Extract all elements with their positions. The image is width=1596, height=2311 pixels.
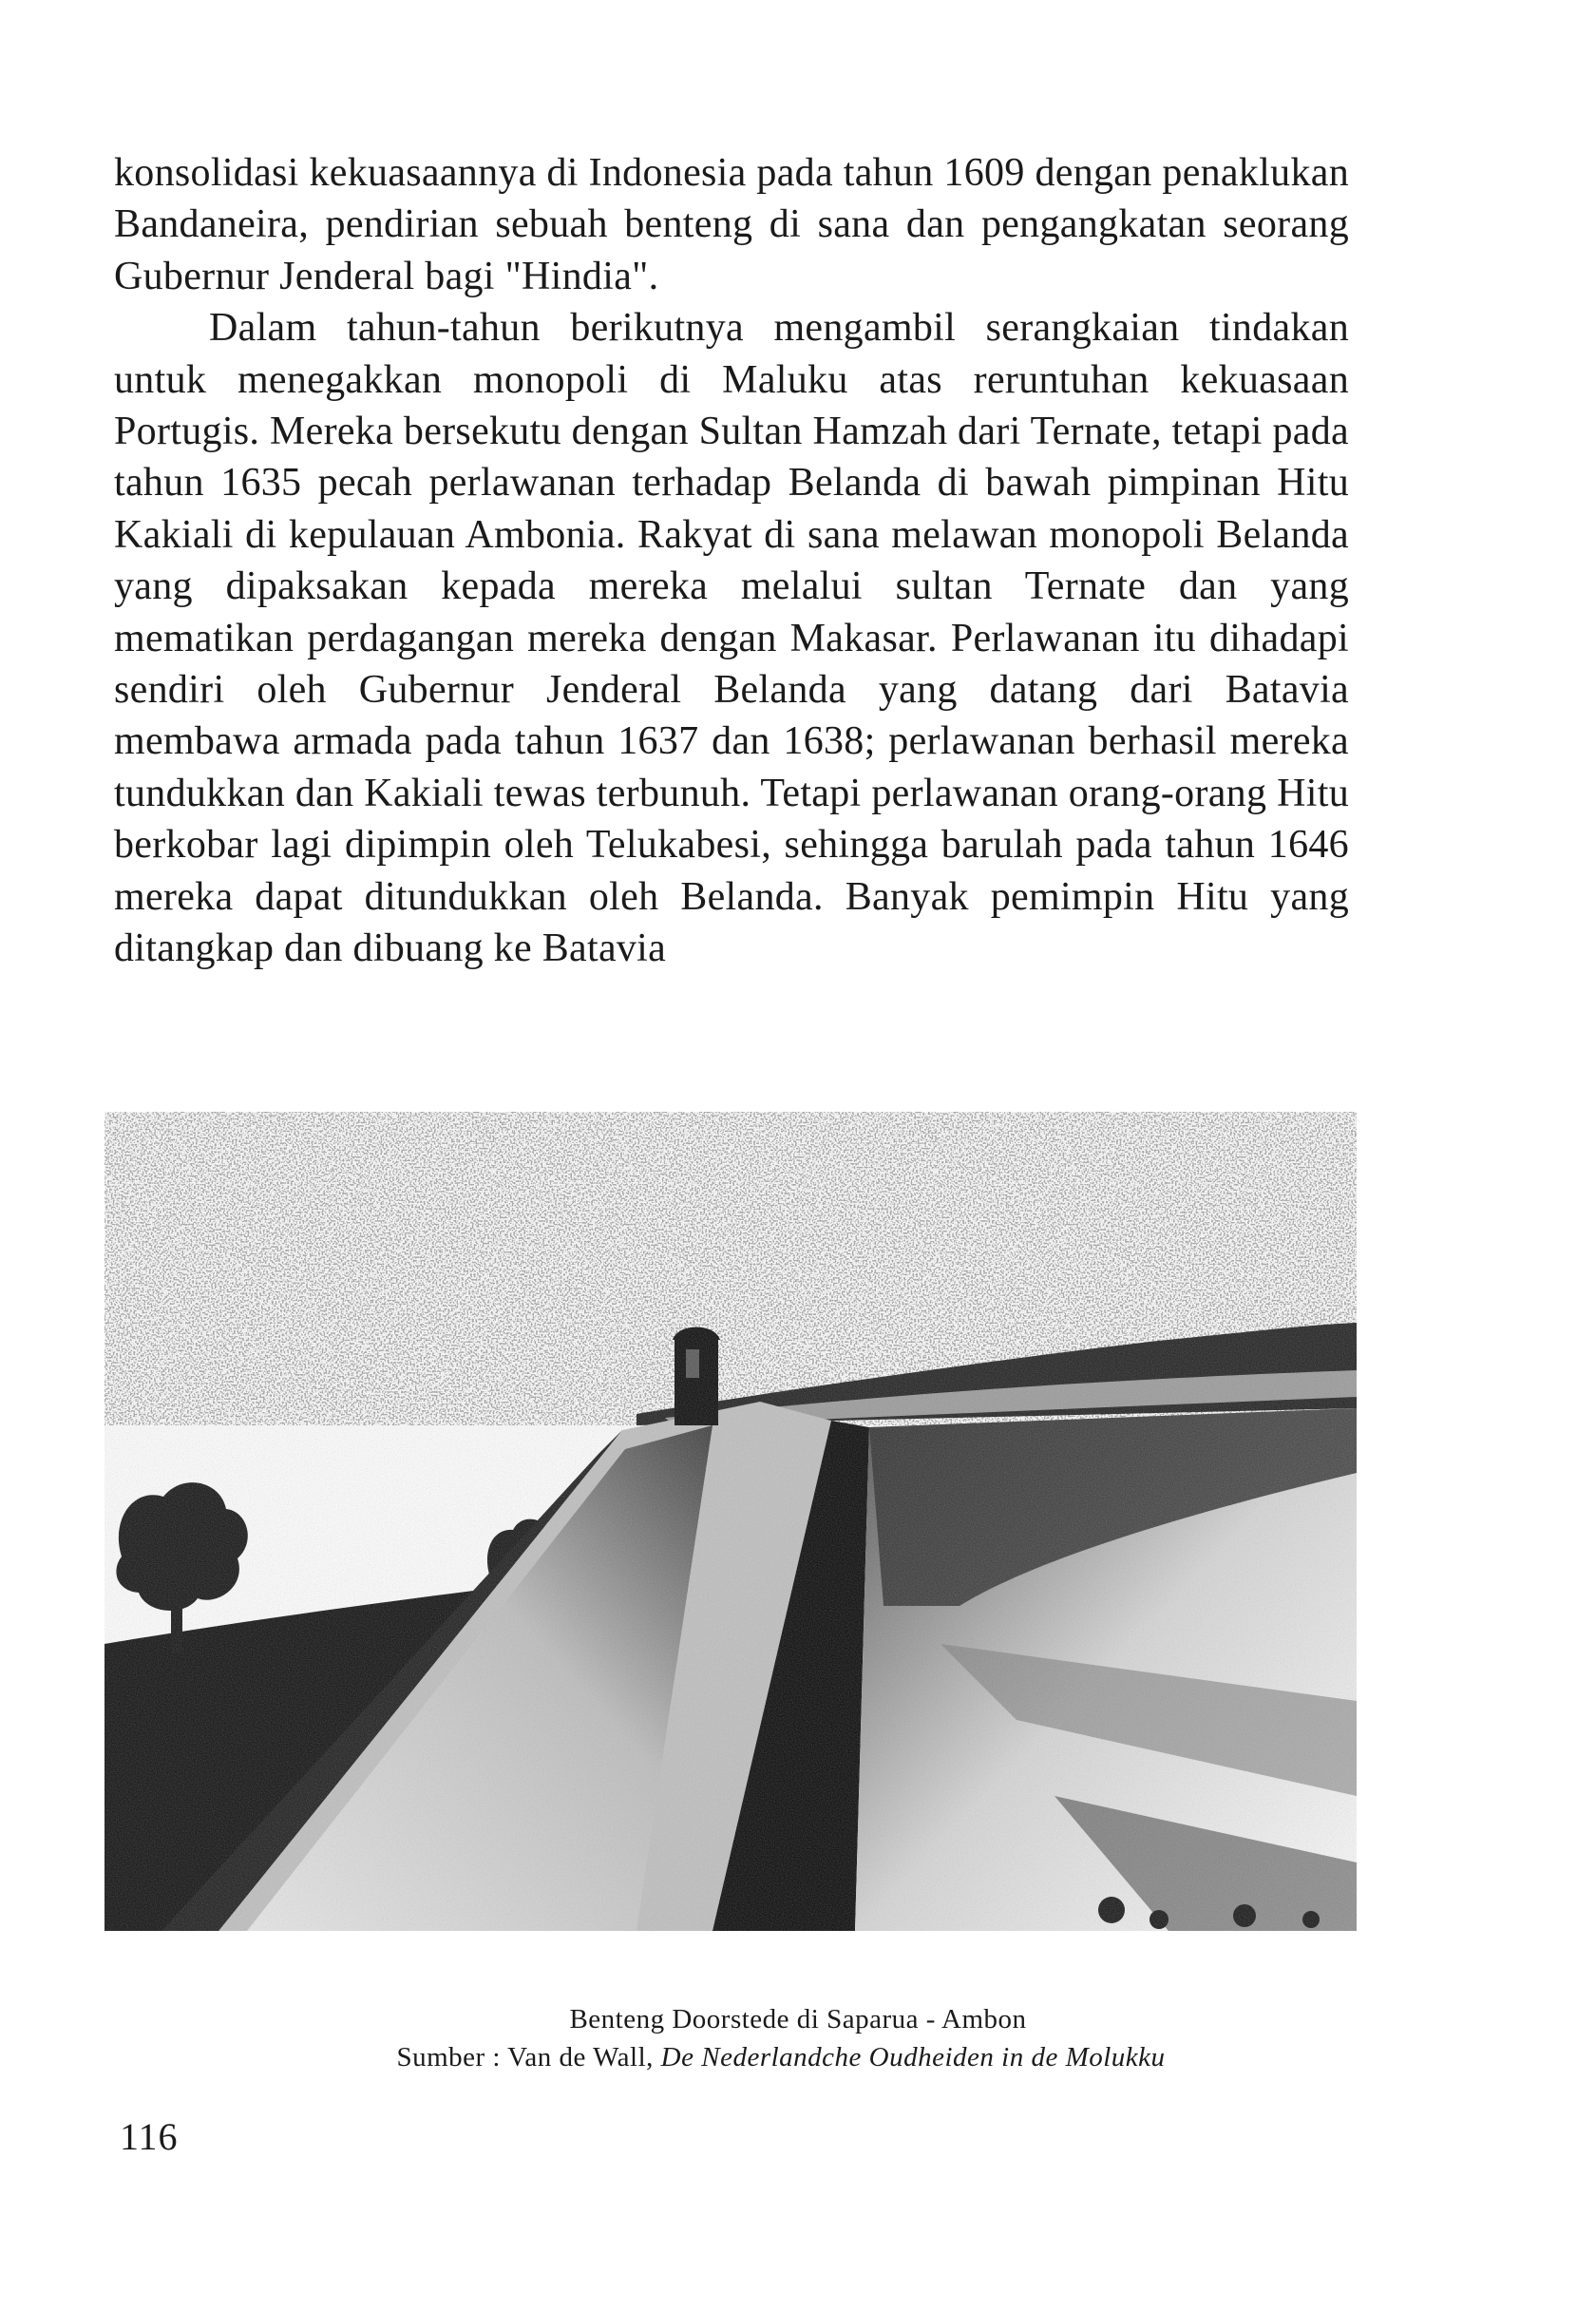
fort-photograph — [104, 1112, 1357, 1931]
caption-title: Benteng Doorstede di Saparua - Ambon — [569, 2004, 1027, 2034]
caption-source — [0, 2038, 1579, 2076]
fort-photograph-image — [104, 1112, 1357, 1931]
body-text — [114, 147, 1349, 975]
source-label: Sumber : Van de Wall, — [396, 2042, 654, 2072]
page-number: 116 — [120, 2115, 179, 2158]
source-title: De Nederlandche Oudheiden in de Molukku — [660, 2042, 1166, 2072]
paragraph-continued: konsolidasi kekuasaannya di Indonesia pada tahun 1609 dengan penaklukan Bandaneira, pendirian sebuah benteng di sana dan pengangkatan seorang Gubernur Jenderal bagi "Hindia". — [114, 151, 1349, 298]
figure-caption — [0, 2000, 1596, 2076]
paragraph: Dalam tahun-tahun berikutnya mengambil serangkaian tindakan untuk menegakkan monopoli di Maluku atas reruntuhan kekuasaan Portugis. Mereka bersekutu dengan Sultan Hamzah dari Ternate, tetapi pada tahun 1635 pecah perlawanan terhadap Belanda di bawah pimpinan Hitu Kakiali di kepulauan Ambonia. Rakyat di sana melawan monopoli Belanda yang dipaksakan kepada mereka melalui sultan Ternate dan yang mematikan perdagangan mereka dengan Makasar. Perlawanan itu dihadapi sendiri oleh Gubernur Jenderal Belanda yang datang dari Batavia membawa armada pada tahun 1637 dan 1638; perlawanan berhasil mereka tundukkan dan Kakiali tewas terbunuh. Tetapi perlawanan orang-orang Hitu berkobar lagi dipimpin oleh Telukabesi, sehingga barulah pada tahun 1646 mereka dapat ditundukkan oleh Belanda. Banyak pemimpin Hitu yang ditangkap dan dibuang ke Batavia — [114, 306, 1349, 971]
